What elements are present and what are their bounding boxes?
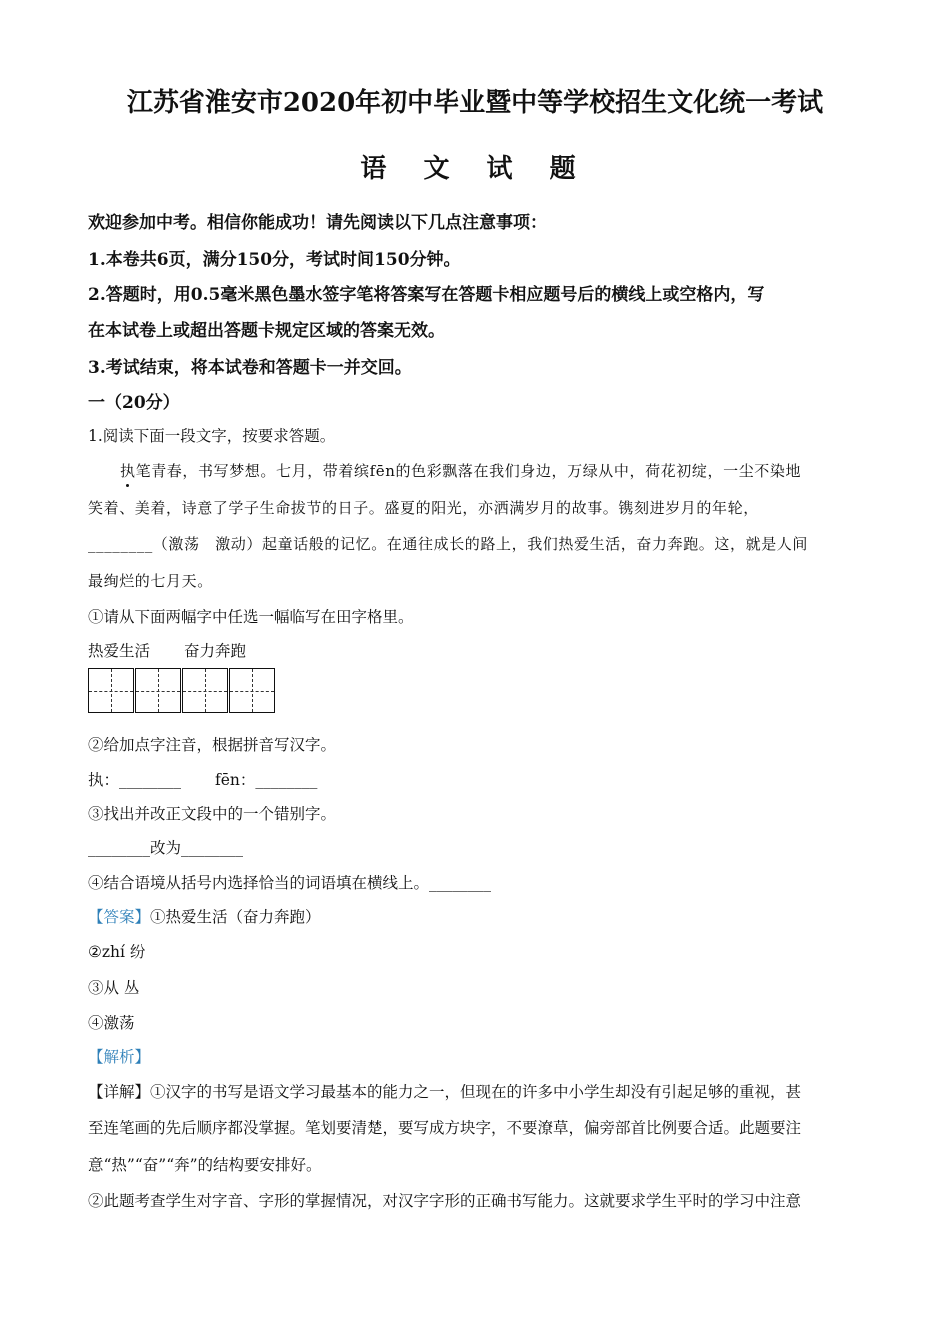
question-1-stem: 1.阅读下面一段文字，按要求答题。	[88, 427, 336, 445]
notice-intro: 欢迎参加中考。相信你能成功！请先阅读以下几点注意事项：	[88, 213, 547, 233]
tianzige-grid[interactable]	[88, 668, 276, 713]
answer-2: ②zhí 纷	[88, 943, 146, 961]
answer-label: 【答案】	[88, 908, 151, 926]
analysis-label: 【解析】	[88, 1048, 151, 1066]
detail-label: 【详解】	[88, 1083, 151, 1101]
passage-line-2: 笑着、美着，诗意了学子生命拔节的日子。盛夏的阳光，亦洒满岁月的故事。镌刻进岁月的年轮，	[88, 499, 759, 517]
detail-text-1: ①汉字的书写是语文学习最基本的能力之一，但现在的许多中小学生却没有引起足够的重视，甚	[150, 1083, 802, 1101]
passage-line-1-text: 笔青春，书写梦想。七月，带着缤fēn的色彩飘落在我们身边，万绿从中，荷花初绽，一尘不染地	[135, 462, 802, 480]
tianzige-cell[interactable]	[229, 668, 275, 713]
sub-question-4: ④结合语境从括号内选择恰当的词语填在横线上。________	[88, 874, 492, 892]
section-heading: 一（20分）	[88, 393, 180, 413]
exam-title: 江苏省淮安市2020年初中毕业暨中等学校招生文化统一考试	[126, 88, 824, 118]
blank-fen: fēn：________	[215, 771, 318, 789]
answer-row	[88, 905, 321, 927]
phrase-row	[88, 639, 246, 661]
phrase-2: 奋力奔跑	[184, 642, 247, 660]
notice-3: 3.考试结束，将本试卷和答题卡一并交回。	[88, 358, 412, 378]
detail-line-1	[88, 1080, 801, 1102]
sub-question-2-blanks	[88, 768, 317, 790]
detail-line-2: 至连笔画的先后顺序都没掌握。笔划要清楚，要写成方块字，不要潦草，偏旁部首比例要合适。此题要注	[88, 1119, 802, 1137]
detail-line-3: 意“热”“奋”“奔”的结构要安排好。	[88, 1156, 322, 1174]
exam-subtitle: 语 文 试 题	[360, 154, 590, 184]
passage-line-4: 最绚烂的七月天。	[88, 572, 213, 590]
notice-1: 1.本卷共6页，满分150分，考试时间150分钟。	[88, 250, 461, 270]
notice-2a: 2.答题时，用0.5毫米黑色墨水签字笔将答案写在答题卡相应题号后的横线上或空格内，写	[88, 285, 765, 305]
notice-2b: 在本试卷上或超出答题卡规定区域的答案无效。	[88, 321, 445, 341]
tianzige-cell[interactable]	[88, 668, 134, 713]
passage-line-3: ________（激荡 激动）起童话般的记忆。在通往成长的路上，我们热爱生活，奋力奔跑。这，就是人间	[88, 535, 809, 553]
dotted-char: 执	[120, 462, 136, 480]
sub-question-3: ③找出并改正文段中的一个错别字。	[88, 805, 337, 823]
answer-1: ①热爱生活（奋力奔跑）	[150, 908, 321, 926]
tianzige-cell[interactable]	[135, 668, 181, 713]
detail-line-4: ②此题考查学生对字音、字形的掌握情况，对汉字字形的正确书写能力。这就要求学生平时的学习中注意	[88, 1192, 802, 1210]
passage-line-1	[120, 460, 801, 481]
sub-question-1: ①请从下面两幅字中任选一幅临写在田字格里。	[88, 608, 414, 626]
sub-question-3-blanks: ________改为________	[88, 839, 244, 857]
sub-question-2: ②给加点字注音，根据拼音写汉字。	[88, 736, 337, 754]
phrase-1: 热爱生活	[88, 642, 151, 660]
blank-zhi: 执：________	[88, 771, 182, 789]
tianzige-cell[interactable]	[182, 668, 228, 713]
answer-4: ④激荡	[88, 1014, 135, 1032]
answer-3: ③从 丛	[88, 979, 140, 997]
